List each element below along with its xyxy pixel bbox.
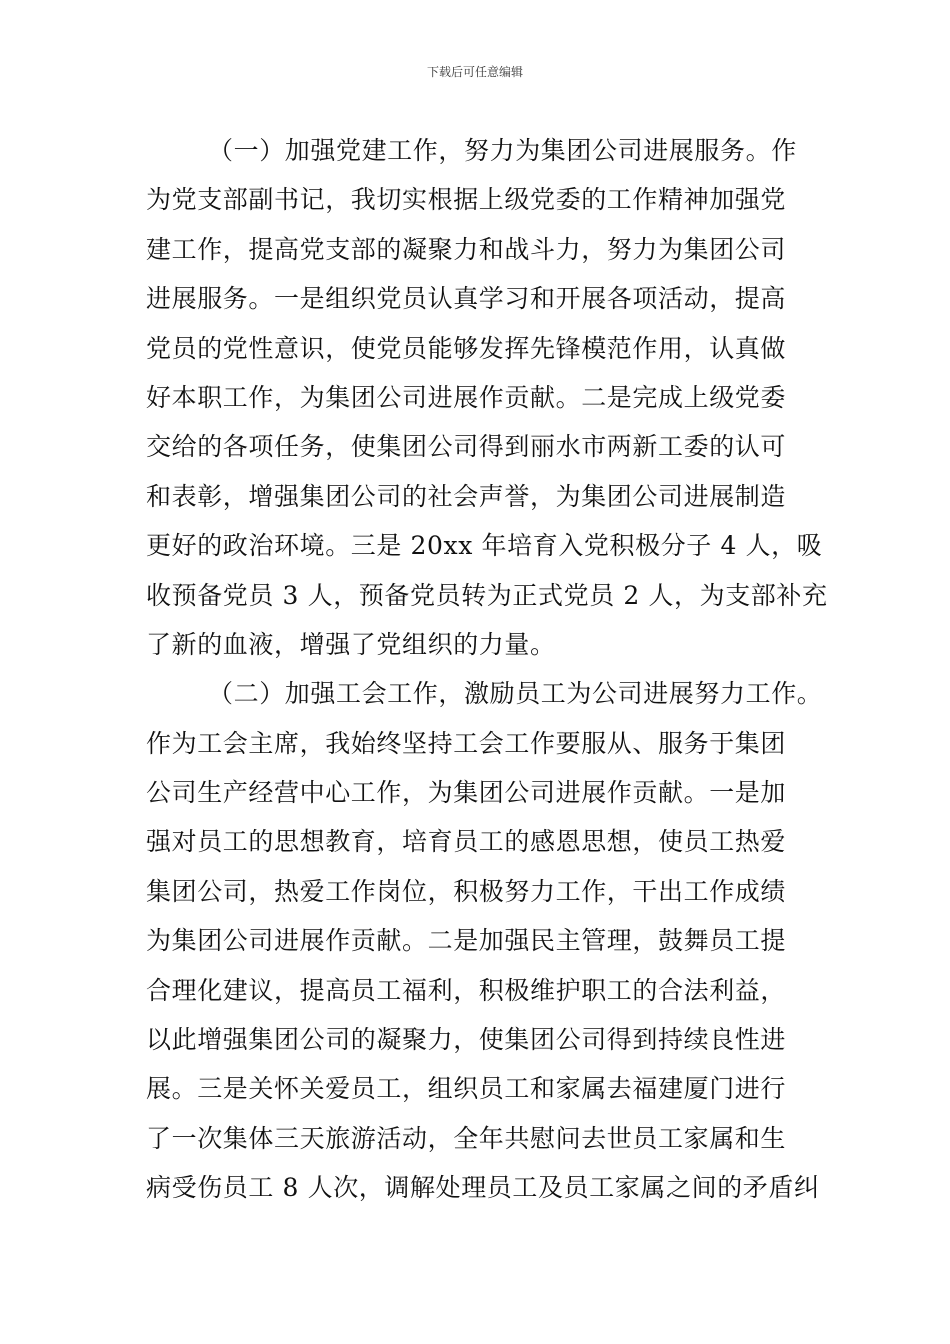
text-line: 进展服务。一是组织党员认真学习和开展各项活动，提高 [146,284,787,314]
text-line: 建工作，提高党支部的凝聚力和战斗力，努力为集团公司 [146,234,787,264]
document-body [146,126,846,1213]
text-line: 了一次集体三天旅游活动，全年共慰问去世员工家属和生 [146,1123,787,1153]
text-line: 了新的血液，增强了党组织的力量。 [146,629,556,659]
page-header-note: 下载后可任意编辑 [426,65,523,79]
text-line: 为党支部副书记，我切实根据上级党委的工作精神加强党 [146,185,787,215]
text-line: 收预备党员 3 人，预备党员转为正式党员 2 人，为支部补充 [146,580,828,610]
text-line: 好本职工作，为集团公司进展作贡献。二是完成上级党委 [146,382,787,412]
text-line: （二）加强工会工作，激励员工为公司进展努力工作。 [208,679,823,709]
text-line: 更好的政治环境。三是 20xx 年培育入党积极分子 4 人，吸 [146,531,823,561]
text-line: 强对员工的思想教育，培育员工的感恩思想，使员工热爱 [146,827,787,857]
text-line: 公司生产经营中心工作，为集团公司进展作贡献。一是加 [146,778,787,808]
text-line: 病受伤员工 8 人次，调解处理员工及员工家属之间的矛盾纠 [146,1173,820,1203]
text-line: 党员的党性意识，使党员能够发挥先锋模范作用，认真做 [146,333,787,363]
text-line: 为集团公司进展作贡献。二是加强民主管理，鼓舞员工提 [146,926,787,956]
text-line: 交给的各项任务，使集团公司得到丽水市两新工委的认可 [146,432,787,462]
text-line: 集团公司，热爱工作岗位，积极努力工作，干出工作成绩 [146,876,787,906]
paragraph-party-building [146,126,846,669]
text-line: 以此增强集团公司的凝聚力，使集团公司得到持续良性进 [146,1025,787,1055]
paragraph-union-work [146,669,846,1212]
text-line: （一）加强党建工作，努力为集团公司进展服务。作 [208,136,797,165]
text-line: 展。三是关怀关爱员工，组织员工和家属去福建厦门进行 [146,1074,787,1104]
text-line: 合理化建议，提高员工福利，积极维护职工的合法利益， [146,975,787,1005]
text-line: 和表彰，增强集团公司的社会声誉，为集团公司进展制造 [146,481,787,511]
text-line: 作为工会主席，我始终坚持工会工作要服从、服务于集团 [146,728,787,758]
